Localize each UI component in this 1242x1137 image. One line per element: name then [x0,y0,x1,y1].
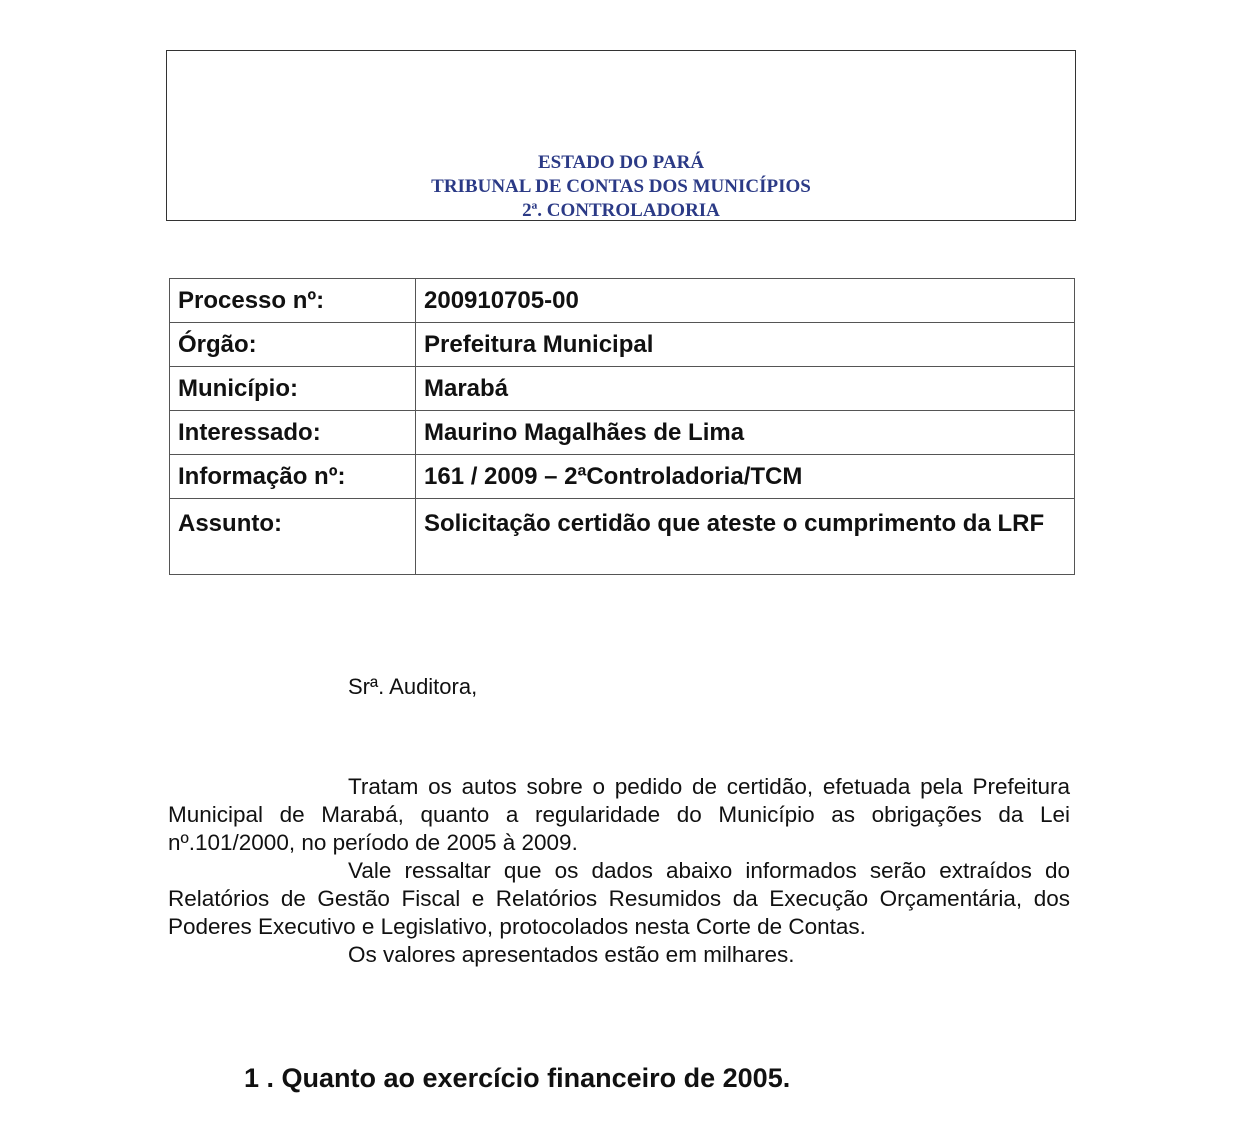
label-processo: Processo nº: [170,279,416,323]
table-row [170,323,1075,367]
table-row [170,455,1075,499]
value-orgao: Prefeitura Municipal [416,323,1075,367]
value-assunto: Solicitação certidão que ateste o cumprimento da LRF [416,499,1075,575]
letterhead-department: 2ª. CONTROLADORIA [522,200,720,221]
paragraph: Tratam os autos sobre o pedido de certidão, efetuada pela Prefeitura Municipal de Marabá, quanto a regularidade do Município as obrigações da Lei nº.101/2000, no período de 2005 à 2009. [168,774,1070,855]
process-info-table [169,278,1075,575]
letterhead-box [166,50,1076,221]
label-assunto: Assunto: [170,499,416,575]
table-row [170,367,1075,411]
letterhead [167,151,1075,223]
table-row [170,279,1075,323]
value-informacao: 161 / 2009 – 2ªControladoria/TCM [416,455,1075,499]
label-municipio: Município: [170,367,416,411]
table-row [170,499,1075,575]
body-text [168,773,1070,969]
label-informacao: Informação nº: [170,455,416,499]
paragraph: Vale ressaltar que os dados abaixo informados serão extraídos do Relatórios de Gestão Fiscal e Relatórios Resumidos da Execução Orçamentária, dos Poderes Executivo e Legislativo, protocolados nesta Corte de Contas. [168,858,1070,939]
value-municipio: Marabá [416,367,1075,411]
letterhead-tribunal: TRIBUNAL DE CONTAS DOS MUNICÍPIOS [431,176,811,197]
paragraph: Os valores apresentados estão em milhares. [348,942,795,967]
label-interessado: Interessado: [170,411,416,455]
value-interessado: Maurino Magalhães de Lima [416,411,1075,455]
letterhead-state: ESTADO DO PARÁ [537,152,705,173]
label-orgao: Órgão: [170,323,416,367]
table-row [170,411,1075,455]
section-title: 1 . Quanto ao exercício financeiro de 2005. [244,1063,791,1093]
value-processo: 200910705-00 [416,279,1075,323]
greeting: Srª. Auditora, [348,674,478,699]
